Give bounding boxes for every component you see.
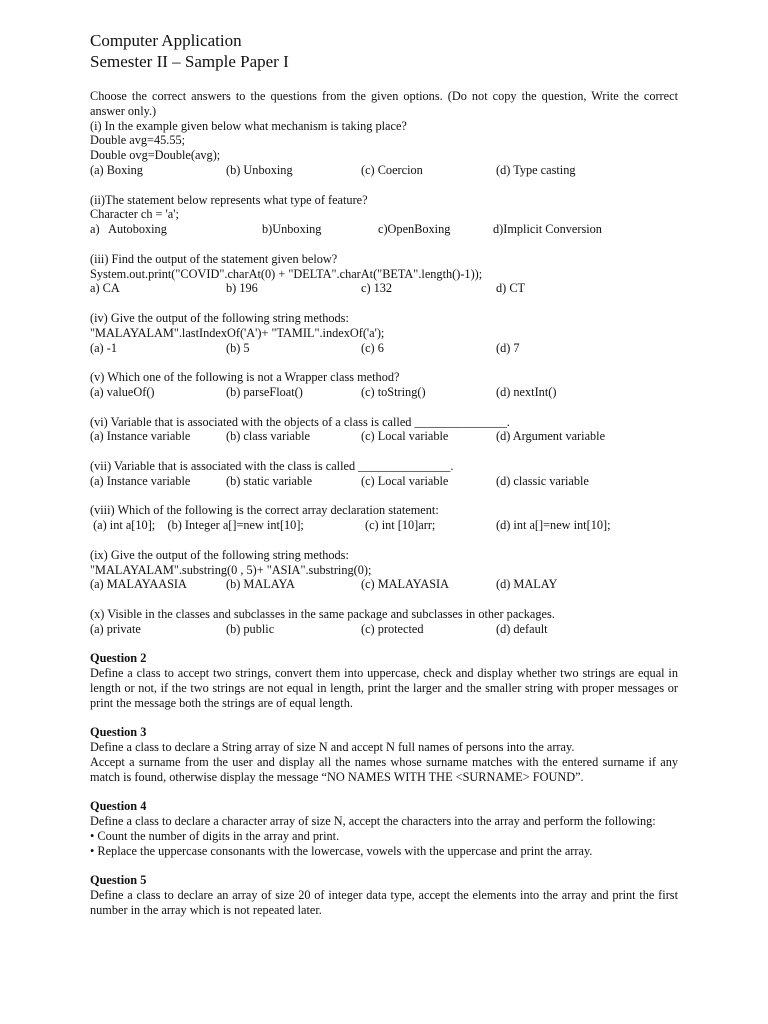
mcq-option: (d) Type casting bbox=[496, 162, 576, 177]
long-questions-section bbox=[90, 651, 678, 932]
mcq-option: (b) static variable bbox=[226, 473, 313, 488]
mcq-section bbox=[90, 119, 678, 652]
mcq-option: (c) toString() bbox=[361, 384, 426, 399]
mcq-question: (viii) Which of the following is the correct array declaration statement: bbox=[90, 503, 439, 518]
mcq-option: (b) public bbox=[226, 621, 275, 636]
mcq-item bbox=[90, 607, 678, 651]
mcq-option: (c) Local variable bbox=[361, 429, 449, 444]
mcq-option: b)Unboxing bbox=[262, 222, 322, 237]
mcq-item bbox=[90, 548, 678, 607]
question-block bbox=[90, 725, 678, 799]
question-block bbox=[90, 651, 678, 725]
document-subtitle: Semester II – Sample Paper I bbox=[90, 52, 289, 71]
question-block bbox=[90, 799, 678, 873]
mcq-option: (a) valueOf() bbox=[90, 384, 155, 399]
mcq-option: (b) parseFloat() bbox=[226, 384, 303, 399]
instructions: Choose the correct answers to the questions from the given options. (Do not copy the question, Write the correct answer only.) bbox=[90, 89, 678, 118]
mcq-question: (ix) Give the output of the following string methods: bbox=[90, 547, 349, 562]
question-heading: Question 2 bbox=[90, 651, 147, 666]
mcq-option: (d) MALAY bbox=[496, 577, 558, 592]
mcq-options bbox=[90, 518, 678, 533]
mcq-code-line: Double avg=45.55; bbox=[90, 133, 186, 148]
mcq-item bbox=[90, 503, 678, 547]
mcq-question: (vii) Variable that is associated with the class is called _______________. bbox=[90, 458, 454, 473]
mcq-options bbox=[90, 622, 678, 637]
mcq-item bbox=[90, 459, 678, 503]
mcq-option: (a) MALAYAASIA bbox=[90, 577, 187, 592]
mcq-code-line: Double ovg=Double(avg); bbox=[90, 148, 221, 163]
mcq-options bbox=[90, 385, 678, 400]
mcq-options bbox=[90, 577, 678, 592]
mcq-question: (ii)The statement below represents what type of feature? bbox=[90, 192, 368, 207]
mcq-question: (iii) Find the output of the statement given below? bbox=[90, 251, 338, 266]
question-block bbox=[90, 873, 678, 932]
question-heading: Question 4 bbox=[90, 799, 147, 814]
mcq-option: c) 132 bbox=[361, 281, 393, 296]
mcq-option: (d) default bbox=[496, 621, 548, 636]
mcq-question: (iv) Give the output of the following string methods: bbox=[90, 310, 349, 325]
mcq-option: a) Autoboxing bbox=[90, 222, 167, 237]
mcq-option: (d) classic variable bbox=[496, 473, 589, 488]
mcq-question: (v) Which one of the following is not a Wrapper class method? bbox=[90, 370, 400, 385]
mcq-option: (c) MALAYASIA bbox=[361, 577, 450, 592]
mcq-option: (a) private bbox=[90, 621, 141, 636]
mcq-option: (b) class variable bbox=[226, 429, 310, 444]
mcq-option: (a) Instance variable bbox=[90, 473, 191, 488]
mcq-options bbox=[90, 341, 678, 356]
mcq-code-line: Character ch = 'a'; bbox=[90, 207, 179, 222]
mcq-question: (x) Visible in the classes and subclasses in the same package and subclasses in other packages. bbox=[90, 606, 555, 621]
question-text: Define a class to declare a String array of size N and accept N full names of persons into the array. bbox=[90, 740, 575, 755]
mcq-option: (b) MALAYA bbox=[226, 577, 295, 592]
mcq-option: (d) int a[]=new int[10]; bbox=[496, 518, 611, 533]
mcq-options bbox=[90, 222, 678, 237]
mcq-options bbox=[90, 163, 678, 178]
document-page bbox=[90, 30, 678, 932]
mcq-options bbox=[90, 281, 678, 296]
question-text: Define a class to accept two strings, convert them into uppercase, check and display whether two strings are equal in length or not, if the two strings are not equal in length, print the larger and the smaller string with proper messages or print the message both the strings are of equal length. bbox=[90, 666, 678, 710]
question-text: • Replace the uppercase consonants with the lowercase, vowels with the uppercase and print the array. bbox=[90, 843, 593, 858]
mcq-option: (d) nextInt() bbox=[496, 384, 557, 399]
mcq-item bbox=[90, 311, 678, 370]
mcq-option: b) 196 bbox=[226, 281, 258, 296]
question-heading: Question 5 bbox=[90, 873, 147, 888]
mcq-item bbox=[90, 252, 678, 311]
mcq-option: a) CA bbox=[90, 281, 120, 296]
mcq-option: (c) protected bbox=[361, 621, 424, 636]
question-heading: Question 3 bbox=[90, 725, 147, 740]
question-text: Define a class to declare an array of size 20 of integer data type, accept the elements into the array and print the first number in the array which is not repeated later. bbox=[90, 888, 678, 917]
mcq-option: (c) int [10]arr; bbox=[365, 518, 436, 533]
mcq-option: d)Implicit Conversion bbox=[493, 222, 602, 237]
question-text: • Count the number of digits in the array and print. bbox=[90, 828, 340, 843]
mcq-item bbox=[90, 370, 678, 414]
mcq-option: (d) Argument variable bbox=[496, 429, 606, 444]
mcq-code-line: "MALAYALAM".lastIndexOf('A')+ "TAMIL".indexOf('a'); bbox=[90, 325, 385, 340]
mcq-options bbox=[90, 474, 678, 489]
mcq-option: (a) Boxing bbox=[90, 162, 143, 177]
mcq-option: (a) -1 bbox=[90, 340, 117, 355]
mcq-option: (c) 6 bbox=[361, 340, 384, 355]
question-text: Define a class to declare a character array of size N, accept the characters into the array and perform the following: bbox=[90, 814, 656, 829]
mcq-option: (d) 7 bbox=[496, 340, 520, 355]
document-title: Computer Application bbox=[90, 31, 242, 50]
question-text: Accept a surname from the user and display all the names whose surname matches with the entered surname if any match is found, otherwise display the message “NO NAMES WITH THE <SURNAME> FOUND”. bbox=[90, 754, 678, 784]
mcq-option: (b) 5 bbox=[226, 340, 250, 355]
mcq-option: (b) Unboxing bbox=[226, 162, 293, 177]
mcq-question: (vi) Variable that is associated with the objects of a class is called _______________. bbox=[90, 414, 510, 429]
mcq-options bbox=[90, 429, 678, 444]
mcq-option: c)OpenBoxing bbox=[378, 222, 451, 237]
mcq-code-line: System.out.print("COVID".charAt(0) + "DELTA".charAt("BETA".length()-1)); bbox=[90, 266, 483, 281]
mcq-item bbox=[90, 193, 678, 252]
mcq-option: (c) Local variable bbox=[361, 473, 449, 488]
mcq-option: (c) Coercion bbox=[361, 162, 423, 177]
mcq-option: (a) Instance variable bbox=[90, 429, 191, 444]
mcq-item bbox=[90, 415, 678, 459]
mcq-option: (a) int a[10]; (b) Integer a[]=new int[10]; bbox=[90, 518, 304, 533]
mcq-option: d) CT bbox=[496, 281, 526, 296]
mcq-code-line: "MALAYALAM".substring(0 , 5)+ "ASIA".substring(0); bbox=[90, 562, 372, 577]
mcq-item bbox=[90, 119, 678, 193]
mcq-question: (i) In the example given below what mechanism is taking place? bbox=[90, 118, 407, 133]
